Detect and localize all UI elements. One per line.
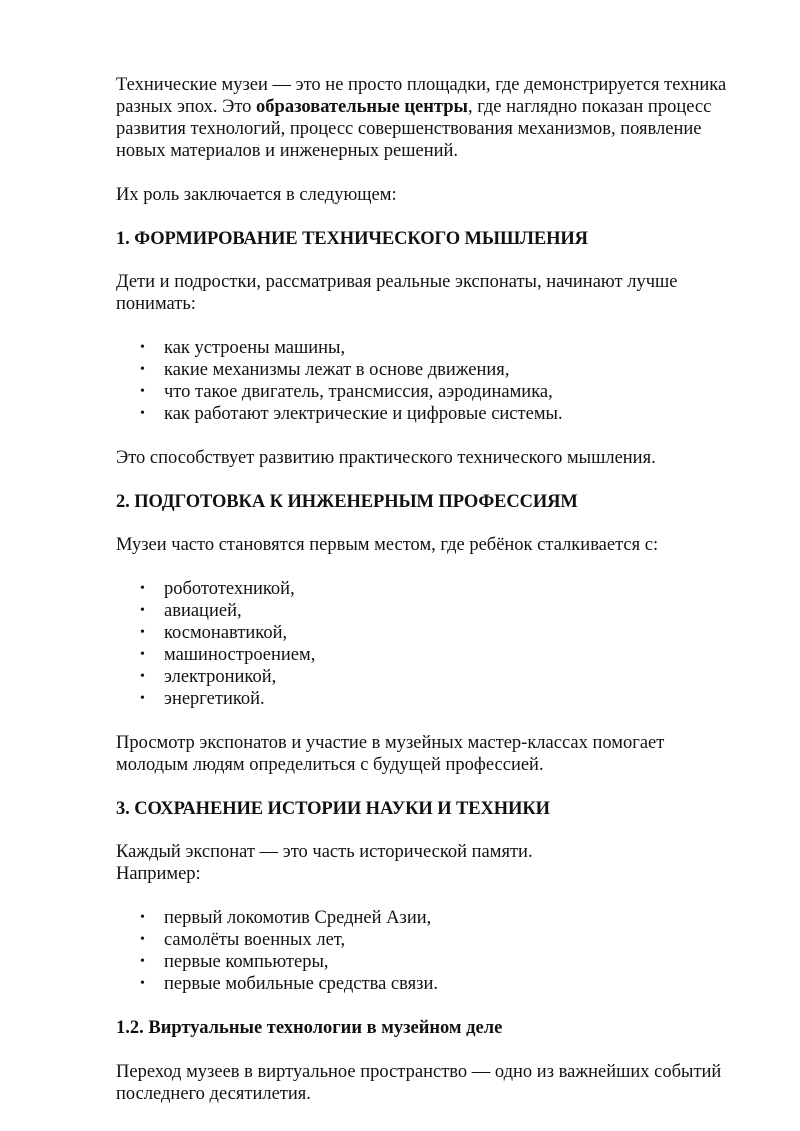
list-item (116, 973, 740, 995)
bullet-icon: • (140, 340, 145, 355)
list-item-text: какие механизмы лежат в основе движения, (164, 360, 510, 380)
intro-paragraph (116, 74, 740, 162)
list-item-text: первые компьютеры, (164, 952, 329, 972)
section-3-lead-line-2: Например: (116, 864, 201, 884)
list-item (116, 688, 740, 710)
list-item-text: энергетикой. (164, 689, 265, 709)
bullet-icon: • (140, 954, 145, 969)
intro-text-end: , где наглядно показан процесс развития технологий, процесс совершенствования механизмов, появление новых материалов и инженерных решений. (116, 97, 712, 161)
list-item (116, 929, 740, 951)
list-item (116, 907, 740, 929)
list-item (116, 951, 740, 973)
bullet-icon: • (140, 976, 145, 991)
bullet-icon: • (140, 669, 145, 684)
bullet-icon: • (140, 691, 145, 706)
bullet-icon: • (140, 362, 145, 377)
list-item (116, 644, 740, 666)
bullet-icon: • (140, 625, 145, 640)
list-item-text: как работают электрические и цифровые системы. (164, 404, 563, 424)
section-1-heading: 1. ФОРМИРОВАНИЕ ТЕХНИЧЕСКОГО МЫШЛЕНИЯ (116, 229, 588, 249)
bullet-icon: • (140, 406, 145, 421)
list-item (116, 337, 740, 359)
list-item (116, 666, 740, 688)
list-item (116, 403, 740, 425)
list-item (116, 622, 740, 644)
list-item (116, 578, 740, 600)
list-item-text: первый локомотив Средней Азии, (164, 908, 432, 928)
section-1-summary: Это способствует развитию практического технического мышления. (116, 448, 656, 468)
list-item-text: как устроены машины, (164, 338, 346, 358)
bullet-icon: • (140, 603, 145, 618)
section-2-heading: 2. ПОДГОТОВКА К ИНЖЕНЕРНЫМ ПРОФЕССИЯМ (116, 492, 578, 512)
section-3-lead-line-1: Каждый экспонат — это часть исторической памяти. (116, 842, 533, 862)
list-item-text: самолёты военных лет, (164, 930, 346, 950)
list-item (116, 359, 740, 381)
list-item-text: электроникой, (164, 667, 277, 687)
section-2-list (116, 578, 740, 710)
list-item-text: первые мобильные средства связи. (164, 974, 438, 994)
subsection-heading: 1.2. Виртуальные технологии в музейном деле (116, 1018, 503, 1038)
section-2-lead: Музеи часто становятся первым местом, где ребёнок сталкивается с: (116, 535, 659, 555)
subsection-paragraph: Переход музеев в виртуальное пространство — одно из важнейших событий последнего десятилетия. (116, 1062, 722, 1104)
section-3-heading: 3. СОХРАНЕНИЕ ИСТОРИИ НАУКИ И ТЕХНИКИ (116, 799, 550, 819)
list-item-text: что такое двигатель, трансмиссия, аэродинамика, (164, 382, 553, 402)
bullet-icon: • (140, 910, 145, 925)
section-1-list (116, 337, 740, 425)
intro-text-start: Технические музеи — это не просто площадки, где демонстрируется техника разных эпох. Это (116, 75, 727, 117)
list-item-text: робототехникой, (164, 579, 295, 599)
section-1-lead: Дети и подростки, рассматривая реальные экспонаты, начинают лучше понимать: (116, 272, 678, 314)
section-3-list (116, 907, 740, 995)
bullet-icon: • (140, 932, 145, 947)
list-item-text: машиностроением, (164, 645, 316, 665)
bullet-icon: • (140, 384, 145, 399)
list-item (116, 381, 740, 403)
bullet-icon: • (140, 581, 145, 596)
section-2-summary: Просмотр экспонатов и участие в музейных мастер-классах помогает молодым людям определиться с будущей профессией. (116, 733, 665, 775)
intro-bold-phrase: образовательные центры (256, 97, 468, 117)
bullet-icon: • (140, 647, 145, 662)
role-paragraph: Их роль заключается в следующем: (116, 185, 397, 205)
list-item-text: космонавтикой, (164, 623, 288, 643)
list-item (116, 600, 740, 622)
list-item-text: авиацией, (164, 601, 242, 621)
